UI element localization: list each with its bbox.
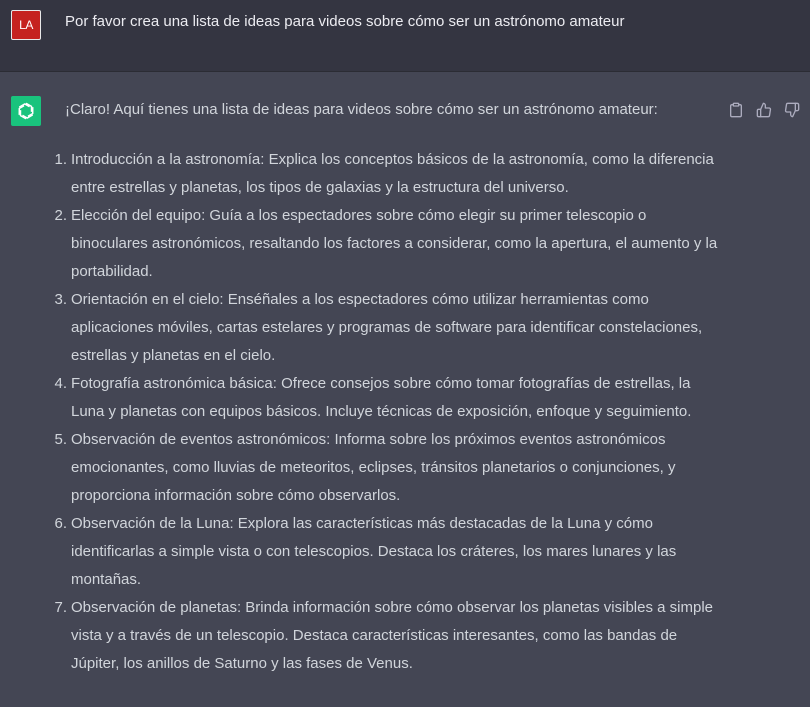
list-item [47, 146, 727, 202]
assistant-intro-text: ¡Claro! Aquí tienes una lista de ideas para videos sobre cómo ser un astrónomo amateur: [65, 101, 658, 118]
list-item [47, 594, 727, 678]
message-actions [726, 100, 802, 120]
thumbs-down-icon[interactable] [782, 100, 802, 120]
list-item-text: Observación de la Luna: Explora las características más destacadas de la Luna y cómo identificarlas a simple vista o con telescopios. Destaca los cráteres, los mares lunares y las montañas. [71, 515, 677, 588]
list-item-text: Introducción a la astronomía: Explica los conceptos básicos de la astronomía, como la diferencia entre estrellas y planetas, los tipos de galaxias y la estructura del universo. [71, 151, 714, 196]
ideas-list [47, 146, 727, 678]
user-avatar: LA [11, 10, 41, 40]
list-item-number: 3. [54, 291, 67, 308]
list-item-text: Observación de eventos astronómicos: Informa sobre los próximos eventos astronómicos emocionantes, como lluvias de meteoritos, eclipses, tránsitos planetarios o conjunciones, y proporciona información sobre cómo observarlos. [71, 431, 676, 504]
list-item-number: 5. [54, 431, 67, 448]
list-item [47, 202, 727, 286]
list-item-number: 1. [54, 151, 67, 168]
user-message-text: Por favor crea una lista de ideas para videos sobre cómo ser un astrónomo amateur [65, 13, 625, 30]
user-message-row [0, 0, 810, 72]
list-item-number: 7. [54, 599, 67, 616]
list-item-number: 4. [54, 375, 67, 392]
list-item-number: 6. [54, 515, 67, 532]
list-item-text: Orientación en el cielo: Enséñales a los espectadores cómo utilizar herramientas como aplicaciones móviles, cartas estelares y programas de software para identificar constelaciones, estrellas y planetas en el cielo. [71, 291, 703, 364]
list-item-number: 2. [54, 207, 67, 224]
list-item-text: Observación de planetas: Brinda información sobre cómo observar los planetas visibles a simple vista y a través de un telescopio. Destaca características interesantes, como las bandas de Júpiter, los anillos de Saturno y las fases de Venus. [71, 599, 713, 672]
list-item [47, 426, 727, 510]
list-item-text: Fotografía astronómica básica: Ofrece consejos sobre cómo tomar fotografías de estrellas, la Luna y planetas con equipos básicos. Incluye técnicas de exposición, enfoque y seguimiento. [71, 375, 692, 420]
list-item [47, 286, 727, 370]
openai-logo-icon [11, 96, 41, 126]
thumbs-up-icon[interactable] [754, 100, 774, 120]
clipboard-icon[interactable] [726, 100, 746, 120]
assistant-message-row [0, 72, 810, 707]
list-item [47, 510, 727, 594]
list-item-text: Elección del equipo: Guía a los espectadores sobre cómo elegir su primer telescopio o binoculares astronómicos, resaltando los factores a considerar, como la apertura, el aumento y la portabilidad. [71, 207, 718, 280]
list-item [47, 370, 727, 426]
